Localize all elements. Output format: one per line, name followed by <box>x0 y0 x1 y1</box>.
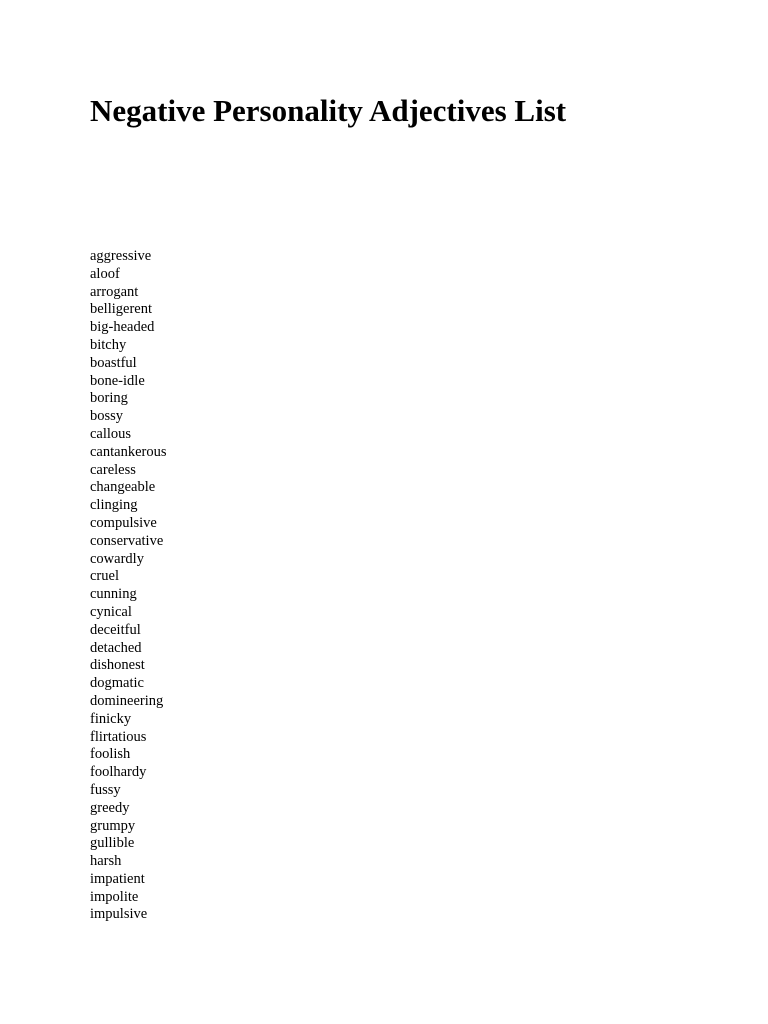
list-item: belligerent <box>90 301 153 318</box>
list-item: aggressive <box>90 248 152 264</box>
list-item: conservative <box>90 532 164 549</box>
list-item: bitchy <box>90 336 127 353</box>
list-item: boring <box>90 390 128 407</box>
list-item: big-headed <box>90 319 155 336</box>
list-item: dishonest <box>90 657 145 674</box>
list-item: impulsive <box>90 906 148 923</box>
list-item: clinging <box>90 497 138 514</box>
list-item: cantankerous <box>90 443 167 460</box>
page-title: Negative Personality Adjectives List <box>90 93 567 128</box>
list-item: arrogant <box>90 283 139 300</box>
list-item: foolish <box>90 746 131 763</box>
adjective-list <box>90 248 167 924</box>
list-item: dogmatic <box>90 675 144 692</box>
list-item: changeable <box>90 479 156 496</box>
list-item: detached <box>90 639 142 656</box>
list-item: domineering <box>90 692 164 709</box>
list-item: impatient <box>90 870 145 887</box>
list-item: foolhardy <box>90 764 147 781</box>
list-item: careless <box>90 461 136 478</box>
list-item: impolite <box>90 888 139 905</box>
list-item: boastful <box>90 354 137 371</box>
list-item: cynical <box>90 603 132 620</box>
list-item: cowardly <box>90 550 144 567</box>
list-item: finicky <box>90 710 132 727</box>
list-item: compulsive <box>90 514 157 531</box>
list-item: harsh <box>90 853 122 870</box>
list-item: aloof <box>90 265 120 282</box>
list-item: bossy <box>90 408 124 425</box>
list-item: gullible <box>90 835 135 852</box>
list-item: deceitful <box>90 621 141 638</box>
list-item: callous <box>90 425 132 442</box>
list-item: greedy <box>90 799 130 816</box>
list-item: grumpy <box>90 817 136 834</box>
list-item: flirtatious <box>90 728 147 745</box>
list-item: cruel <box>90 568 119 585</box>
list-item: cunning <box>90 586 137 603</box>
list-item: fussy <box>90 781 121 798</box>
list-item: bone-idle <box>90 372 145 389</box>
